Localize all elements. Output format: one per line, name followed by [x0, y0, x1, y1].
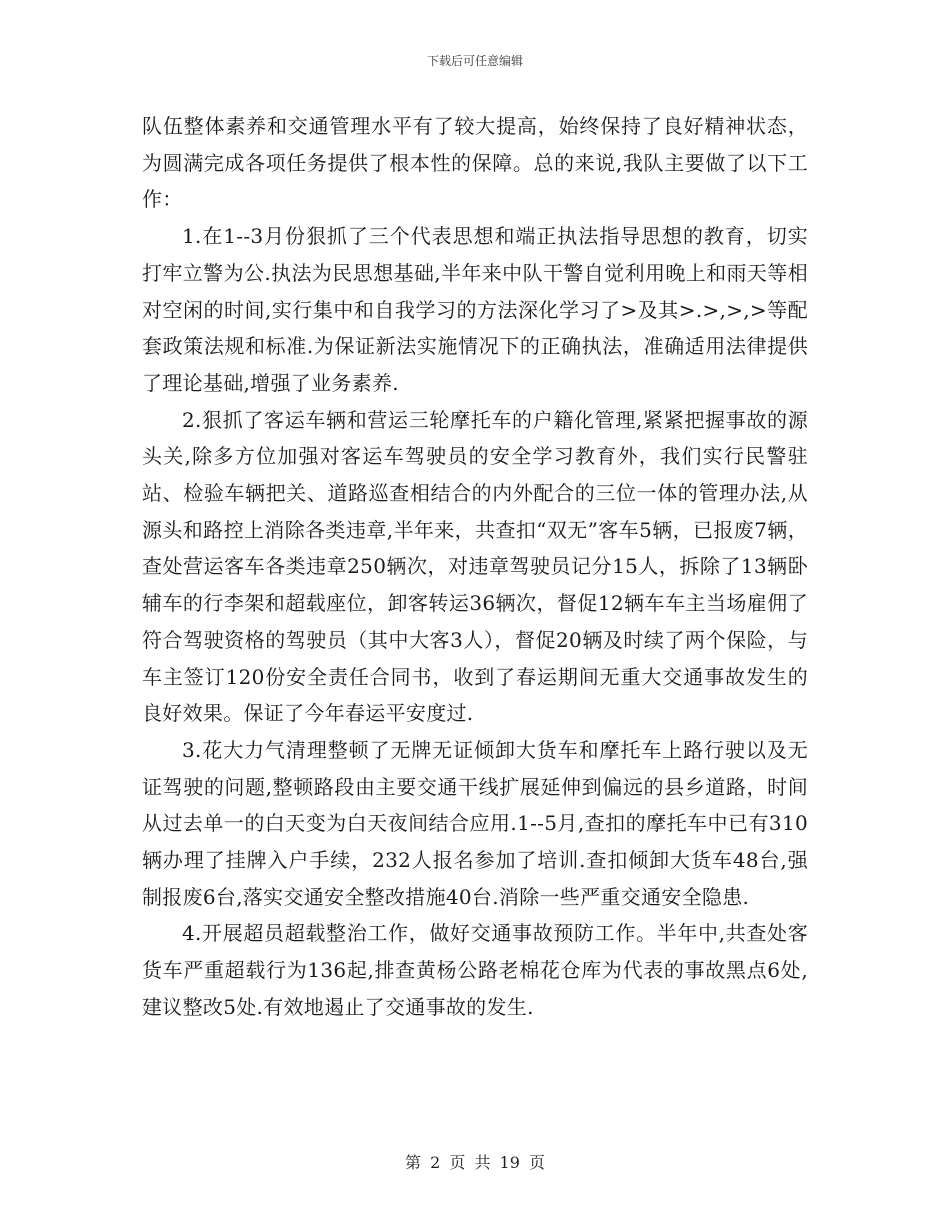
- paragraph-item-3: 3.花大力气清理整顿了无牌无证倾卸大货车和摩托车上路行驶以及无证驾驶的问题,整顿路段由主要交通干线扩展延伸到偏远的县乡道路，时间从过去单一的白天变为白天夜间结合应用.1--5月,查扣的摩托车中已有310辆办理了挂牌入户手续，232人报名参加了培训.查扣倾卸大货车48台,强制报废6台,落实交通安全整改措施40台.消除一些严重交通安全隐患.: [142, 737, 808, 909]
- paragraph-item-1: 1.在1--3月份狠抓了三个代表思想和端正执法指导思想的教育，切实打牢立警为公.执法为民思想基础,半年来中队干警自觉利用晚上和雨天等相对空闲的时间,实行集中和自我学习的方法深化学习了>及其>.>,>,>等配套政策法规和标准.为保证新法实施情况下的正确执法，准确适用法律提供了理论基础,增强了业务素养.: [142, 224, 808, 395]
- paragraph-intro: 队伍整体素养和交通管理水平有了较大提高，始终保持了良好精神状态，为圆满完成各项任务提供了根本性的保障。总的来说,我队主要做了以下工作：: [142, 114, 808, 212]
- document-body: [142, 108, 808, 1026]
- page-number-footer: 第 2 页 共 19 页: [405, 1153, 545, 1172]
- page-header: 下载后可任意编辑: [426, 54, 523, 68]
- paragraph-item-2: 2.狠抓了客运车辆和营运三轮摩托车的户籍化管理,紧紧把握事故的源头关,除多方位加强对客运车驾驶员的安全学习教育外，我们实行民警驻站、检验车辆把关、道路巡查相结合的内外配合的三位一体的管理办法,从源头和路控上消除各类违章,半年来，共查扣“双无”客车5辆，已报废7辆，查处营运客车各类违章250辆次，对违章驾驶员记分15人，拆除了13辆卧辅车的行李架和超载座位，卸客转运36辆次，督促12辆车车主当场雇佣了符合驾驶资格的驾驶员（其中大客3人），督促20辆及时续了两个保险，与车主签订120份安全责任合同书，收到了春运期间无重大交通事故发生的良好效果。保证了今年春运平安度过.: [142, 407, 808, 726]
- paragraph-item-4: 4.开展超员超载整治工作，做好交通事故预防工作。半年中,共查处客货车严重超载行为136起,排查黄杨公路老棉花仓库为代表的事故黑点6处,建议整改5处.有效地遏止了交通事故的发生.: [142, 921, 808, 1019]
